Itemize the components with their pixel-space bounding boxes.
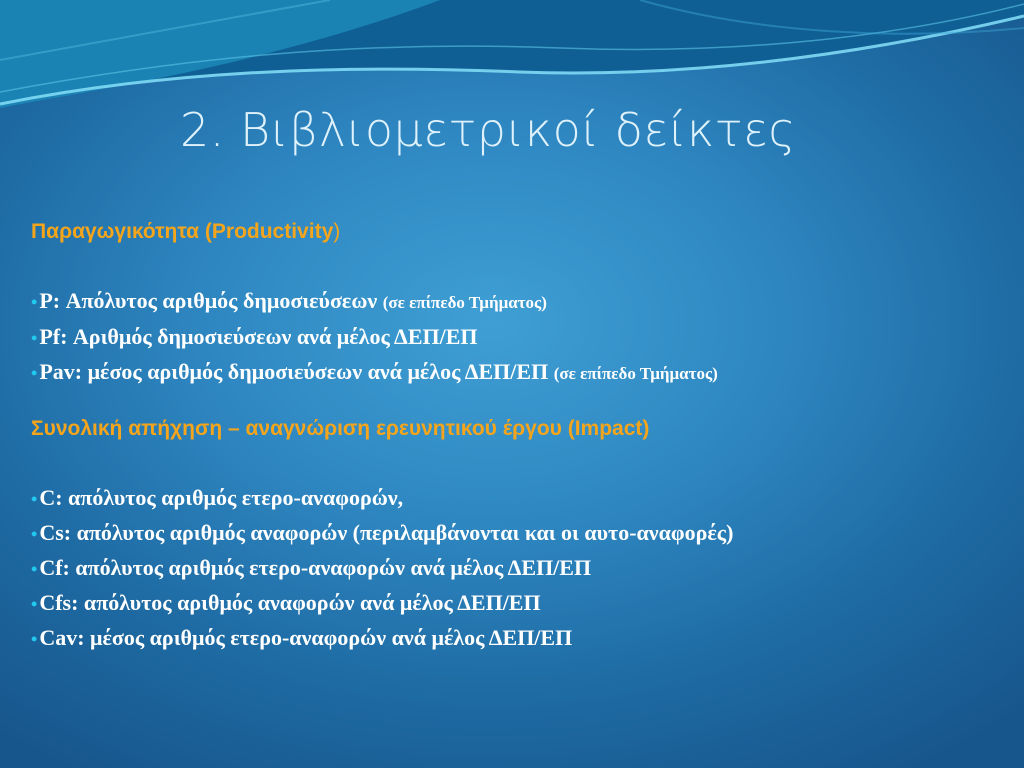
impact-list — [31, 481, 733, 656]
productivity-list — [31, 284, 718, 391]
bullet-icon: • — [31, 524, 38, 544]
item-text: Cav: μέσος αριθμός ετερο-αναφορών ανά μέλος ΔΕΠ/ΕΠ — [39, 625, 573, 650]
item-text: Cfs: απόλυτος αριθμός αναφορών ανά μέλος ΔΕΠ/ΕΠ — [39, 590, 541, 615]
bullet-icon: • — [31, 629, 38, 649]
list-item — [31, 551, 733, 586]
list-item — [31, 516, 733, 551]
list-item — [31, 320, 718, 355]
item-note: (σε επίπεδο Τμήματος) — [553, 364, 718, 383]
list-item — [31, 481, 733, 516]
slide-title: 2. Βιβλιομετρικοί δείκτες — [180, 103, 796, 157]
list-item — [31, 586, 733, 621]
item-note: (σε επίπεδο Τμήματος) — [382, 293, 547, 312]
item-text: Cs: απόλυτος αριθμός αναφορών (περιλαμβάνονται και οι αυτο-αναφορές) — [39, 520, 734, 545]
item-text: C: απόλυτος αριθμός ετερο-αναφορών, — [39, 485, 404, 510]
list-item — [31, 355, 718, 391]
bullet-icon: • — [31, 292, 38, 312]
bullet-icon: • — [31, 594, 38, 614]
bullet-icon: • — [31, 328, 38, 348]
productivity-heading-text: Παραγωγικότητα (Productivity — [31, 220, 334, 243]
bullet-icon: • — [31, 363, 38, 383]
productivity-heading — [31, 220, 340, 244]
item-text: Pav: μέσος αριθμός δημοσιεύσεων ανά μέλος ΔΕΠ/ΕΠ — [39, 359, 554, 384]
bullet-icon: • — [31, 559, 38, 579]
list-item — [31, 621, 733, 656]
list-item — [31, 284, 718, 320]
impact-heading: Συνολική απήχηση – αναγνώριση ερευνητικού έργου (Impact) — [31, 417, 650, 440]
productivity-heading-paren: ) — [333, 220, 341, 243]
item-text: Pf: Αριθμός δημοσιεύσεων ανά μέλος ΔΕΠ/ΕΠ — [39, 324, 478, 349]
item-text: Cf: απόλυτος αριθμός ετερο-αναφορών ανά μέλος ΔΕΠ/ΕΠ — [39, 555, 592, 580]
bullet-icon: • — [31, 489, 38, 509]
item-text: P: Απόλυτος αριθμός δημοσιεύσεων — [39, 288, 383, 313]
